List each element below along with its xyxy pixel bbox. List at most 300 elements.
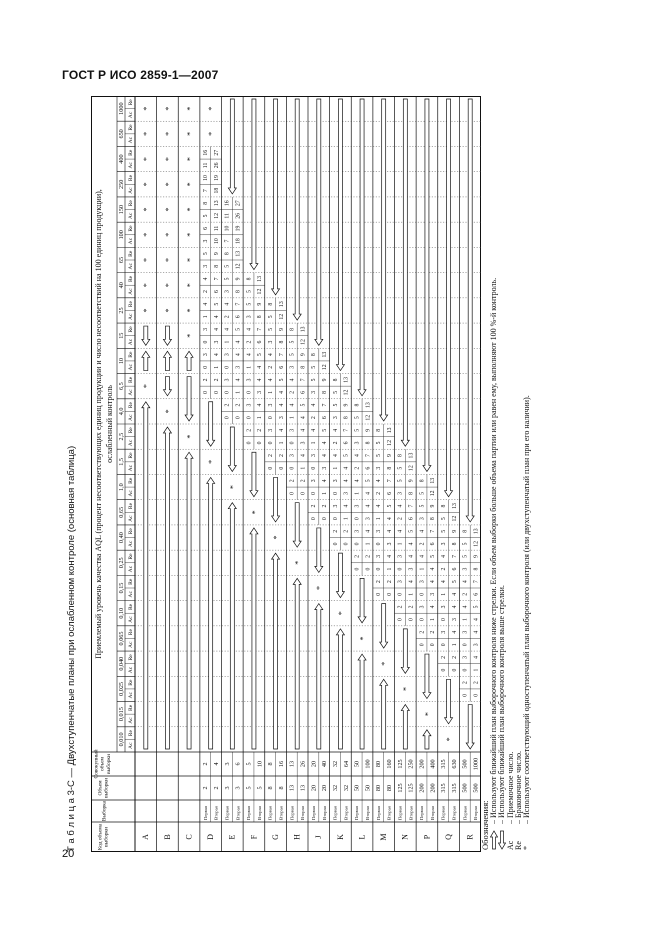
plan-re-first: 3 bbox=[397, 580, 404, 584]
plan-re-second: 5 bbox=[386, 504, 393, 508]
plan-ac-first: 0 bbox=[246, 416, 253, 420]
plan-ac-first: 3 bbox=[289, 365, 296, 369]
plan-re-first: 4 bbox=[397, 529, 404, 533]
aql-value: 15 bbox=[117, 332, 125, 339]
plan-ac-second: 6 bbox=[300, 391, 307, 394]
row-size-second: 20 bbox=[321, 784, 329, 792]
plan-ac-first: 5 bbox=[419, 491, 426, 495]
aql-value: 100 bbox=[117, 230, 125, 240]
plan-re-second: 7 bbox=[386, 479, 393, 483]
plan-re-first: 3 bbox=[203, 327, 210, 331]
plan-re-first: 2 bbox=[246, 428, 253, 432]
rotated-table-block bbox=[66, 96, 531, 852]
re-header: Re bbox=[127, 124, 134, 131]
plan-re-second: 7 bbox=[322, 403, 329, 407]
plan-re-second: 7 bbox=[257, 327, 264, 331]
ac-header: Ac bbox=[127, 111, 134, 119]
plan-ac-second: 8 bbox=[213, 264, 220, 268]
arrow-down-icon bbox=[293, 578, 301, 749]
plan-ac-second: 4 bbox=[408, 542, 415, 546]
plan-re-first: 8 bbox=[462, 529, 469, 533]
plan-ac-first: 2 bbox=[246, 340, 253, 344]
plan-re-second: 7 bbox=[213, 277, 220, 281]
plan-ac-first: 3 bbox=[224, 290, 231, 293]
plan-ac-first: 0 bbox=[376, 567, 383, 571]
plan-ac-second: 6 bbox=[408, 517, 415, 521]
plan-ac-second: 3 bbox=[430, 592, 437, 596]
plan-ac-first: 5 bbox=[311, 365, 318, 369]
plan-ac-first: 0 bbox=[354, 567, 361, 571]
plan-ac-first: 1 bbox=[224, 340, 231, 344]
plan-ac-first: 0 bbox=[267, 441, 274, 445]
plan-re-second: 19 bbox=[235, 225, 242, 232]
plan-re-first: 3 bbox=[267, 403, 274, 407]
plan-re-first: 2 bbox=[224, 403, 231, 407]
plan-re-second: 27 bbox=[235, 200, 242, 207]
row-cumulative-second: 160 bbox=[386, 759, 394, 769]
plan-ac-first: 3 bbox=[332, 416, 339, 420]
plan-re-first: 4 bbox=[354, 454, 361, 457]
plan-re-first: 3 bbox=[462, 630, 469, 634]
single-plan-marker: * bbox=[163, 207, 173, 212]
re-header: Re bbox=[127, 654, 134, 661]
plan-ac-second: 4 bbox=[257, 365, 264, 369]
plan-ac-second: 6 bbox=[213, 290, 220, 293]
plan-ac-second: 0 bbox=[408, 618, 415, 621]
plan-ac-first: 2 bbox=[203, 290, 210, 293]
plan-re-second: 9 bbox=[386, 454, 393, 457]
arrow-up-icon bbox=[315, 99, 323, 345]
plan-re-first: 5 bbox=[289, 353, 296, 357]
plan-re-second: 5 bbox=[473, 605, 480, 609]
plan-ac-first: 0 bbox=[246, 391, 253, 394]
single-plan-marker: * bbox=[185, 157, 195, 162]
row-sample-first: Первая bbox=[354, 806, 360, 820]
aql-value: 150 bbox=[117, 204, 125, 215]
single-plan-marker: * bbox=[185, 308, 195, 313]
single-plan-marker: * bbox=[380, 661, 390, 666]
row-cumulative-first: 13 bbox=[288, 760, 296, 768]
legend-items bbox=[490, 110, 531, 850]
ac-header: Ac bbox=[127, 666, 134, 674]
header-code-line: Код объема bbox=[97, 823, 104, 851]
arrow-up-icon bbox=[380, 604, 388, 648]
header-sample bbox=[100, 800, 107, 821]
plan-ac-first: 5 bbox=[224, 264, 231, 268]
header-cumulative-line: объем bbox=[99, 757, 106, 771]
plan-re-first: 5 bbox=[246, 302, 253, 306]
ac-header: Ac bbox=[127, 263, 134, 270]
re-header: Re bbox=[127, 149, 134, 156]
plan-re-second: 9 bbox=[408, 479, 415, 483]
plan-re-second: 4 bbox=[322, 479, 329, 483]
plan-ac-second: 3 bbox=[473, 643, 480, 647]
row-size-first: 20 bbox=[310, 784, 318, 792]
plan-re-first: 4 bbox=[246, 327, 253, 331]
plan-ac-second: 1 bbox=[408, 592, 415, 596]
plan-ac-first: 5 bbox=[440, 517, 447, 521]
plan-ac-second: 0 bbox=[257, 441, 264, 445]
arrow-down-icon bbox=[142, 351, 150, 370]
plan-ac-first: 5 bbox=[397, 466, 404, 470]
plan-ac-second: 0 bbox=[430, 643, 437, 647]
plan-re-first: 3 bbox=[203, 353, 210, 357]
arrow-up-icon bbox=[163, 326, 171, 345]
plan-re-second: 7 bbox=[365, 454, 372, 457]
row-size-second: 2 bbox=[213, 786, 221, 790]
plan-ac-second: 8 bbox=[451, 542, 458, 546]
plan-ac-first: 0 bbox=[354, 542, 361, 546]
arrow-down-icon bbox=[490, 824, 498, 850]
aql-value: 65 bbox=[117, 256, 125, 264]
plan-re-first: 4 bbox=[462, 605, 469, 609]
plan-re-first: 4 bbox=[246, 353, 253, 357]
plan-re-first: 3 bbox=[397, 555, 404, 558]
plan-re-first: 4 bbox=[224, 302, 231, 306]
plan-ac-first: 2 bbox=[376, 491, 383, 495]
plan-re-second: 9 bbox=[322, 378, 329, 382]
plan-ac-first: 11 bbox=[224, 213, 231, 219]
plan-ac-second: 3 bbox=[257, 391, 264, 394]
plan-re-first: 8 bbox=[311, 353, 318, 357]
plan-ac-first: 0 bbox=[203, 365, 210, 369]
row-sample-second: Вторая bbox=[408, 806, 414, 820]
plan-ac-second: 4 bbox=[213, 315, 220, 319]
row-code: M bbox=[379, 833, 389, 841]
row-size-second: 5 bbox=[256, 786, 264, 790]
plan-re-first: 4 bbox=[397, 504, 404, 508]
row-code: B bbox=[162, 834, 172, 840]
ac-header: Ac bbox=[127, 136, 134, 144]
plan-re-second: 5 bbox=[365, 479, 372, 483]
plan-ac-second: 6 bbox=[257, 340, 264, 344]
plan-re-second: 9 bbox=[235, 277, 242, 281]
plan-re-second: 4 bbox=[235, 378, 242, 382]
plan-ac-second: 6 bbox=[473, 592, 480, 596]
arrow-down-icon bbox=[380, 679, 388, 749]
plan-ac-first: 0 bbox=[289, 466, 296, 470]
plan-re-second: 2 bbox=[343, 529, 350, 533]
arrow-up-icon bbox=[293, 99, 301, 320]
plan-re-first: 8 bbox=[419, 479, 426, 483]
row-cumulative-first: 125 bbox=[396, 759, 404, 769]
row-size-first: 2 bbox=[202, 786, 210, 790]
row-sample-first: Первая bbox=[419, 806, 425, 820]
plan-ac-second: 12 bbox=[408, 465, 415, 472]
plan-re-first: 8 bbox=[267, 302, 274, 306]
plan-ac-second: 3 bbox=[365, 517, 372, 521]
plan-ac-first: 5 bbox=[267, 315, 274, 319]
plan-ac-first: 5 bbox=[332, 391, 339, 394]
plan-re-first: 4 bbox=[267, 378, 274, 382]
re-header: Re bbox=[127, 250, 134, 257]
plan-re-first: 4 bbox=[289, 378, 296, 382]
row-size-first: 3 bbox=[223, 786, 231, 790]
plan-re-second: 7 bbox=[235, 302, 242, 306]
plan-ac-first: 3 bbox=[354, 441, 361, 445]
aql-value: 25 bbox=[117, 307, 125, 314]
plan-re-second: 27 bbox=[213, 149, 220, 156]
single-plan-marker: * bbox=[185, 258, 195, 262]
plan-ac-first: 3 bbox=[440, 542, 447, 546]
row-size-first: 80 bbox=[375, 784, 383, 792]
arrow-down-icon bbox=[423, 730, 431, 749]
arrow-down-icon bbox=[401, 705, 409, 749]
single-plan-marker: * bbox=[185, 283, 195, 288]
plan-re-second: 13 bbox=[257, 276, 264, 282]
row-cumulative-second: 1000 bbox=[472, 757, 480, 771]
plan-re-first: 3 bbox=[311, 479, 318, 483]
plan-re-second: 4 bbox=[343, 479, 350, 483]
plan-re-first: 5 bbox=[440, 529, 447, 533]
plan-re-first: 3 bbox=[267, 428, 274, 432]
plan-re-second: 13 bbox=[300, 326, 307, 333]
row-cumulative-second: 100 bbox=[364, 759, 372, 769]
arrow-up-icon bbox=[423, 99, 431, 471]
header-size-line: Объем bbox=[97, 780, 104, 796]
row-sample-first: Первая bbox=[310, 806, 316, 820]
plan-re-first: 5 bbox=[397, 479, 404, 483]
plan-re-second: 4 bbox=[213, 327, 220, 331]
row-sample-second: Вторая bbox=[321, 806, 327, 820]
ac-header: Ac bbox=[127, 717, 134, 724]
plan-re-first: 3 bbox=[376, 555, 383, 558]
plan-re-second: 13 bbox=[451, 503, 458, 509]
header-cumulative-line: Совокупный bbox=[93, 749, 100, 779]
row-cumulative-first: 32 bbox=[331, 760, 339, 768]
single-plan-marker: * bbox=[444, 737, 454, 742]
row-sample-second: Вторая bbox=[278, 806, 284, 820]
plan-re-second: 5 bbox=[451, 580, 458, 584]
row-size-second: 32 bbox=[342, 784, 350, 792]
plan-ac-second: 6 bbox=[235, 315, 242, 319]
plan-re-second: 7 bbox=[300, 378, 307, 382]
plan-ac-first: 1 bbox=[440, 592, 447, 596]
plan-re-second: 2 bbox=[278, 454, 285, 457]
arrow-up-icon bbox=[445, 99, 453, 497]
ac-header: Ac bbox=[127, 313, 134, 321]
plan-re-first: 2 bbox=[440, 655, 447, 659]
plan-re-second: 2 bbox=[365, 555, 372, 558]
plan-re-first: 3 bbox=[332, 479, 339, 483]
plan-ac-first: 2 bbox=[397, 517, 404, 521]
plan-re-first: 16 bbox=[203, 149, 210, 156]
re-header: Re bbox=[127, 326, 134, 333]
row-code: K bbox=[335, 834, 345, 840]
ac-header: Ac bbox=[127, 439, 134, 447]
plan-re-first: 5 bbox=[419, 504, 426, 508]
aql-value: 0,10 bbox=[117, 607, 125, 619]
plan-re-first: 2 bbox=[354, 555, 361, 558]
single-plan-marker: * bbox=[185, 232, 195, 237]
re-header: Re bbox=[127, 528, 134, 535]
ac-header: Ac bbox=[127, 162, 134, 169]
plan-ac-second: 8 bbox=[473, 567, 480, 571]
ac-header: Ac bbox=[127, 288, 134, 295]
re-header: Re bbox=[127, 275, 134, 283]
plan-ac-second: 4 bbox=[365, 491, 372, 495]
plan-ac-second: 12 bbox=[473, 540, 480, 547]
legend-text: – Используют ближайший план выборочного контроля выше стрелки. bbox=[497, 585, 507, 824]
plan-ac-first: 2 bbox=[224, 315, 231, 319]
plan-re-second: 4 bbox=[213, 353, 220, 357]
plan-ac-first: 0 bbox=[224, 365, 231, 369]
plan-ac-first: 3 bbox=[419, 517, 426, 521]
plan-re-first: 8 bbox=[397, 454, 404, 457]
row-cumulative-first: 20 bbox=[310, 760, 318, 768]
re-header: Re bbox=[127, 200, 134, 207]
single-plan-marker: * bbox=[185, 106, 195, 111]
arrow-down-icon bbox=[250, 528, 258, 749]
plan-re-first: 3 bbox=[224, 378, 231, 382]
plan-re-second: 4 bbox=[365, 504, 372, 508]
plan-re-first: 10 bbox=[203, 175, 210, 181]
plan-re-first: 5 bbox=[462, 555, 469, 558]
page-number: 20 bbox=[62, 848, 75, 860]
plan-ac-first: 0 bbox=[397, 567, 404, 571]
aql-value: 0,40 bbox=[117, 532, 125, 543]
plan-re-first: 2 bbox=[376, 580, 383, 584]
single-plan-marker: * bbox=[163, 258, 173, 262]
legend-text: – Приемочное число. bbox=[505, 751, 515, 824]
arrow-up-icon bbox=[250, 99, 258, 270]
plan-re-first: 2 bbox=[289, 479, 296, 483]
plan-re-first: 3 bbox=[419, 580, 426, 584]
plan-re-second: 4 bbox=[257, 403, 264, 407]
plan-ac-first: 0 bbox=[397, 592, 404, 596]
re-header: Re bbox=[127, 301, 134, 308]
single-plan-marker: * bbox=[142, 308, 152, 313]
plan-ac-second: 0 bbox=[365, 567, 372, 571]
plan-re-first: 3 bbox=[332, 504, 339, 508]
arrow-up-icon bbox=[466, 99, 474, 522]
plan-re-first: 8 bbox=[203, 201, 210, 205]
plan-ac-first: 7 bbox=[203, 189, 210, 193]
single-plan-marker: * bbox=[358, 636, 368, 641]
plan-ac-first: 7 bbox=[224, 239, 231, 243]
plan-re-first: 3 bbox=[289, 428, 296, 432]
row-size-first: 315 bbox=[440, 783, 448, 793]
re-header: Re bbox=[127, 477, 134, 484]
row-size-second: 50 bbox=[364, 784, 372, 792]
plan-ac-first: 5 bbox=[462, 542, 469, 546]
single-plan-marker: * bbox=[423, 712, 433, 717]
plan-ac-second: 4 bbox=[300, 416, 307, 420]
aql-value: 0,010 bbox=[117, 732, 125, 747]
plan-re-first: 4 bbox=[311, 403, 318, 407]
ac-header: Ac bbox=[127, 515, 134, 522]
plan-ac-first: 1 bbox=[332, 466, 339, 470]
plan-ac-second: 12 bbox=[257, 288, 264, 295]
plan-re-second: 4 bbox=[386, 529, 393, 533]
single-plan-marker: * bbox=[336, 611, 346, 616]
row-sample-second: Вторая bbox=[213, 806, 219, 820]
plan-ac-first: 0 bbox=[376, 592, 383, 596]
plan-re-first: 8 bbox=[224, 252, 231, 256]
plan-re-first: 4 bbox=[376, 479, 383, 483]
single-plan-marker: * bbox=[163, 283, 173, 288]
plan-ac-second: 6 bbox=[365, 466, 372, 470]
row-sample-first: Первая bbox=[289, 806, 295, 820]
plan-re-first: 2 bbox=[311, 504, 318, 508]
plan-re-second: 4 bbox=[300, 428, 307, 432]
aql-value: 40 bbox=[117, 282, 125, 289]
plan-ac-second: 0 bbox=[322, 517, 329, 521]
plan-ac-first: 0 bbox=[419, 643, 426, 647]
row-sample-first: Первая bbox=[267, 806, 273, 820]
plan-ac-first: 0 bbox=[332, 517, 339, 521]
plan-ac-first: 0 bbox=[462, 668, 469, 672]
plan-ac-first: 1 bbox=[267, 391, 274, 394]
aql-value: 1000 bbox=[117, 102, 125, 115]
arrow-up-icon bbox=[445, 679, 453, 723]
plan-ac-second: 6 bbox=[278, 365, 285, 369]
plan-ac-second: 18 bbox=[235, 238, 242, 244]
plan-ac-first: 0 bbox=[224, 416, 231, 420]
row-size-second: 8 bbox=[277, 786, 285, 790]
header-sample-line: Выборка bbox=[101, 800, 108, 822]
plan-re-second: 4 bbox=[408, 580, 415, 584]
plan-ac-first: 5 bbox=[376, 441, 383, 445]
plan-re-second: 7 bbox=[430, 529, 437, 533]
single-plan-marker: * bbox=[163, 232, 173, 237]
header-size-line: выборки bbox=[103, 778, 110, 798]
row-cumulative-second: 4 bbox=[213, 762, 221, 766]
plan-ac-second: 3 bbox=[322, 466, 329, 470]
plan-ac-second: 26 bbox=[235, 212, 242, 219]
plan-ac-first: 5 bbox=[246, 290, 253, 293]
plan-ac-second: 4 bbox=[473, 618, 480, 621]
plan-ac-second: 12 bbox=[343, 389, 350, 396]
plan-ac-second: 3 bbox=[300, 441, 307, 445]
row-code: J bbox=[314, 835, 324, 839]
plan-ac-first: 0 bbox=[332, 491, 339, 495]
arrow-up-icon bbox=[142, 326, 150, 345]
legend-symbol: Ac bbox=[505, 840, 515, 850]
header-aql-subtitle: ослабленный контроль bbox=[104, 385, 114, 463]
row-cumulative-second: 26 bbox=[299, 760, 307, 768]
plan-ac-first: 2 bbox=[462, 592, 469, 596]
plan-ac-first: 0 bbox=[376, 542, 383, 546]
plan-re-first: 3 bbox=[440, 630, 447, 634]
aql-value: 250 bbox=[117, 179, 125, 189]
legend-text: – Используют соответствующий одноступенчатый план выборочного контроля (или двухступенчатый план при его наличии). bbox=[521, 395, 531, 824]
plan-re-second: 13 bbox=[343, 376, 350, 383]
row-size-first: 13 bbox=[288, 784, 296, 792]
plan-ac-second: 1 bbox=[365, 542, 372, 546]
ac-header: Ac bbox=[127, 414, 134, 421]
plan-ac-second: 1 bbox=[430, 618, 437, 621]
plan-re-first: 2 bbox=[267, 454, 274, 457]
plan-ac-first: 3 bbox=[462, 567, 469, 571]
plan-re-second: 2 bbox=[257, 428, 264, 432]
plan-ac-second: 1 bbox=[343, 517, 350, 521]
arrow-up-icon bbox=[401, 629, 409, 673]
plan-re-first: 4 bbox=[376, 504, 383, 508]
plan-ac-second: 6 bbox=[322, 416, 329, 420]
plan-ac-second: 12 bbox=[213, 212, 220, 219]
single-plan-marker: * bbox=[163, 157, 173, 162]
plan-re-second: 2 bbox=[451, 655, 458, 659]
row-size-first: 50 bbox=[353, 784, 361, 792]
row-cumulative-second: 400 bbox=[429, 759, 437, 769]
plan-re-first: 5 bbox=[376, 454, 383, 457]
plan-re-first: 3 bbox=[311, 454, 318, 457]
row-code: H bbox=[292, 834, 302, 840]
plan-ac-first: 0 bbox=[397, 618, 404, 621]
plan-re-second: 7 bbox=[278, 353, 285, 357]
plan-ac-first: 1 bbox=[462, 618, 469, 621]
